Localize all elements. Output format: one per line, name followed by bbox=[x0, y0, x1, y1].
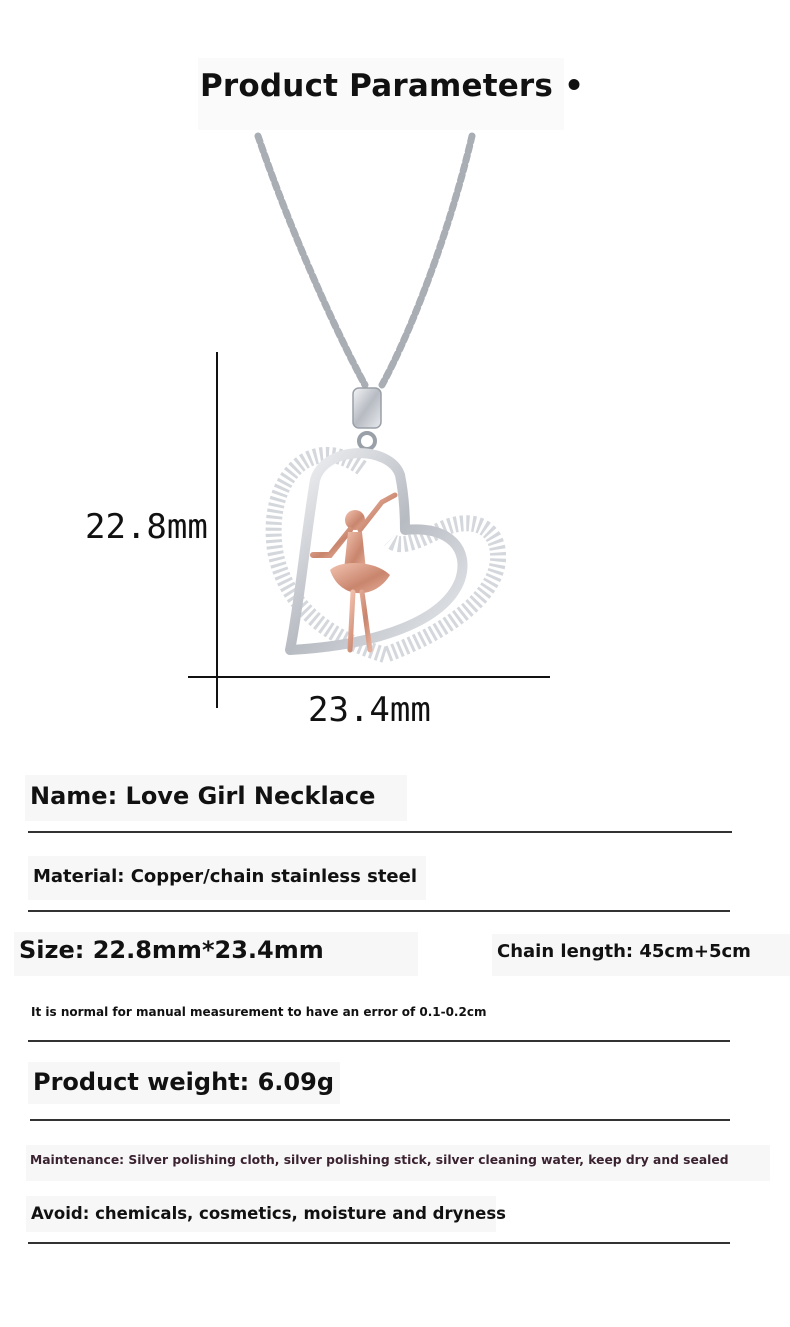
divider bbox=[28, 1242, 730, 1244]
divider bbox=[30, 1119, 730, 1121]
spec-name: Name: Love Girl Necklace bbox=[30, 782, 376, 810]
page-title: Product Parameters • bbox=[200, 68, 585, 104]
width-dimension-line bbox=[188, 676, 550, 678]
spec-material: Material: Copper/chain stainless steel bbox=[33, 866, 418, 887]
measurement-error-note: It is normal for manual measurement to have an error of 0.1-0.2cm bbox=[31, 1005, 487, 1019]
spec-size: Size: 22.8mm*23.4mm bbox=[19, 936, 324, 964]
divider bbox=[28, 831, 732, 833]
spec-weight: Product weight: 6.09g bbox=[33, 1068, 334, 1096]
spec-chain-length: Chain length: 45cm+5cm bbox=[497, 941, 751, 962]
necklace-image bbox=[150, 130, 570, 690]
height-dimension-label: 22.8mm bbox=[85, 507, 208, 547]
divider bbox=[28, 1040, 730, 1042]
height-dimension-line bbox=[216, 352, 218, 708]
divider bbox=[28, 910, 730, 912]
spec-maintenance: Maintenance: Silver polishing cloth, silver polishing stick, silver cleaning water, keep dry and sealed bbox=[30, 1153, 729, 1167]
spec-avoid: Avoid: chemicals, cosmetics, moisture and dryness bbox=[31, 1204, 506, 1223]
width-dimension-label: 23.4mm bbox=[308, 690, 431, 730]
